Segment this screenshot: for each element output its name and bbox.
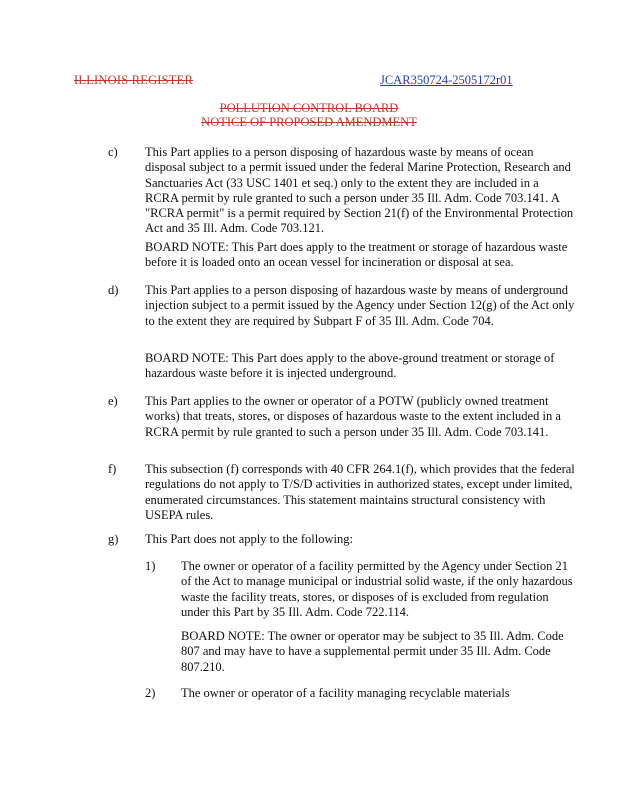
item-2-label: 2): [145, 686, 156, 700]
section-d-text: This Part applies to a person disposing of hazardous waste by means of underground injection subject to a permit issued by the Agency under Section 12(g) of the Act only to the extent they are required by Subpart F of 35 Ill. Adm. Code 704.: [145, 283, 575, 328]
section-g-label: g): [108, 532, 119, 546]
register-header: ILLINOIS REGISTER: [74, 73, 194, 87]
section-g-text: This Part does not apply to the following:: [145, 532, 353, 546]
section-f-text: This subsection (f) corresponds with 40 CFR 264.1(f), which provides that the federal regulations do not apply to T/S/D activities in authorized states, except under limited, enumerated circumstances. This statement maintains structural consistency with USEPA rules.: [145, 462, 575, 522]
item-1-text: The owner or operator of a facility permitted by the Agency under Section 21 of the Act to manage municipal or industrial solid waste, if the only hazardous waste the facility treats, stores, or disposes of is excluded from regulation under this Part by 35 Ill. Adm. Code 722.114.: [181, 559, 573, 619]
section-d-board-note: BOARD NOTE: This Part does apply to the above-ground treatment or storage of hazardous waste before it is injected underground.: [145, 351, 555, 381]
section-f-label: f): [108, 462, 117, 476]
section-c-label: c): [108, 145, 118, 159]
item-1-label: 1): [145, 559, 156, 573]
section-c-text: This Part applies to a person disposing of hazardous waste by means of ocean disposal subject to a permit issued under the federal Marine Protection, Research and Sanctuaries Act (33 USC 1401 et seq.) only to the extent they are included in a RCRA permit by rule granted to such a person under 35 Ill. Adm. Code 703.141. A "RCRA permit" is a permit required by Section 21(f) of the Environmental Protection Act and 35 Ill. Adm. Code 703.121.: [145, 145, 574, 236]
section-c-board-note: BOARD NOTE: This Part does apply to the treatment or storage of hazardous waste before it is loaded onto an ocean vessel for incineration or disposal at sea.: [145, 240, 568, 270]
section-e-text: This Part applies to the owner or operator of a POTW (publicly owned treatment works) that treats, stores, or disposes of hazardous waste to the extent included in a RCRA permit by rule granted to such a person under 35 Ill. Adm. Code 703.141.: [145, 394, 561, 439]
section-e-label: e): [108, 394, 118, 408]
notice-title: NOTICE OF PROPOSED AMENDMENT: [201, 115, 417, 129]
item-2-text: The owner or operator of a facility managing recyclable materials: [181, 686, 510, 700]
item-1-board-note: BOARD NOTE: The owner or operator may be subject to 35 Ill. Adm. Code 807 and may have to have a supplemental permit under 35 Ill. Adm. Code 807.210.: [181, 629, 564, 674]
section-d-label: d): [108, 283, 119, 297]
document-id-link[interactable]: JCAR350724-2505172r01: [380, 73, 513, 87]
agency-title: POLLUTION CONTROL BOARD: [219, 101, 399, 115]
